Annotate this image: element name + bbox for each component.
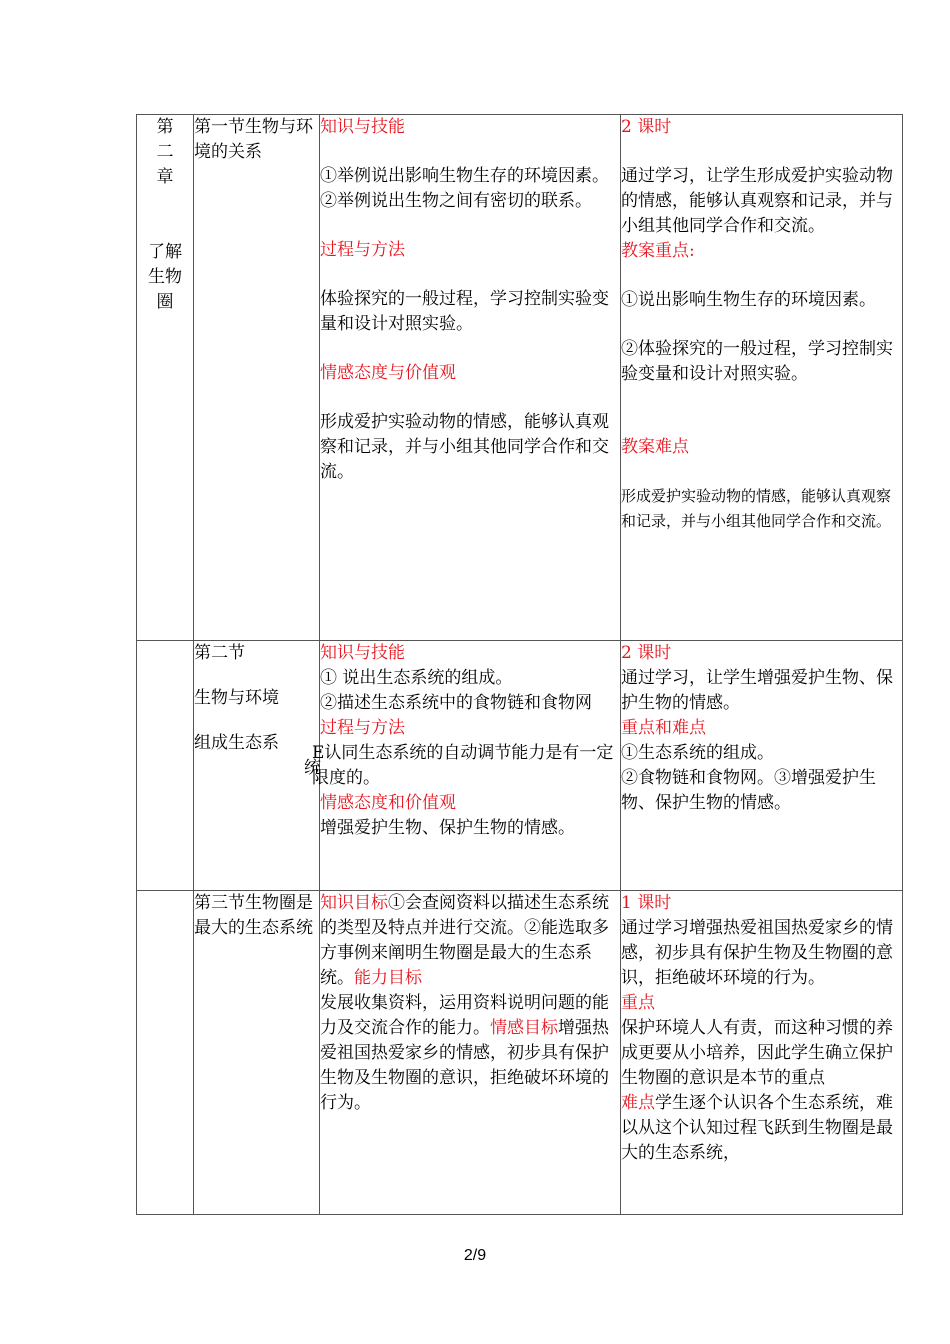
knowledge-heading: 知识目标: [320, 893, 388, 913]
hours-label: 2 课时: [621, 117, 672, 137]
process-heading: 过程与方法: [320, 718, 405, 738]
key-heading: 重点: [621, 993, 655, 1013]
chapter-label: 第: [156, 117, 174, 137]
key-text: ②食物链和食物网。③增强爱护生物、保护生物的情感。: [621, 768, 876, 813]
chapter-label: 二: [156, 142, 174, 162]
key-text: ②体验探究的一般过程，学习控制实验变量和设计对照实验。: [621, 339, 893, 384]
section-title: 组成生态系: [194, 733, 279, 753]
section-cell: [194, 641, 320, 891]
process-text: 体验探究的一般过程，学习控制实验变量和设计对照实验。: [320, 289, 609, 334]
teaching-cell: [621, 641, 903, 891]
difficulty-text: 形成爱护实验动物的情感，能够认真观察和记录，并与小组其他同学合作和交流。: [621, 487, 892, 530]
teaching-cell: [621, 891, 903, 1215]
goal-text: 通过学习增强热爱祖国热爱家乡的情感，初步具有保护生物及生物圈的意识，拒绝破坏环境的行为。: [621, 918, 893, 988]
emotion-heading: 情感目标: [490, 1018, 558, 1038]
key-text: 保护环境人人有责，而这种习惯的养成更要从小培养，因此学生确立保护生物圈的意识是本节的重点: [621, 1018, 893, 1088]
hours-label: 2 课时: [621, 643, 672, 663]
lesson-plan-table: [136, 114, 903, 1215]
section-title: 生物与环境: [194, 688, 279, 708]
process-text: E认同生态系统的自动调节能力是有一定限度的。: [312, 743, 614, 788]
section-title: 第一节生物与环境的关系: [194, 117, 313, 162]
difficulty-heading: 教案难点: [621, 437, 689, 457]
key-text: ①说出影响生物生存的环境因素。: [621, 290, 876, 310]
chapter-label: 章: [156, 167, 174, 187]
key-heading: 教案重点:: [621, 241, 695, 261]
section-title: 第二节: [194, 643, 245, 663]
knowledge-text: ②描述生态系统中的食物链和食物网: [320, 693, 592, 713]
key-heading: 重点和难点: [621, 718, 706, 738]
chapter-cell: [137, 641, 194, 891]
section-title: 统: [304, 758, 321, 778]
objectives-cell: [320, 891, 621, 1215]
chapter-cell: [137, 891, 194, 1215]
attitude-heading: 情感态度与价值观: [320, 363, 456, 383]
objectives-text: [320, 891, 620, 991]
process-heading: 过程与方法: [320, 240, 405, 260]
knowledge-text: ②举例说出生物之间有密切的联系。: [320, 191, 592, 211]
goal-text: 通过学习，让学生增强爱护生物、保护生物的情感。: [621, 668, 893, 713]
knowledge-text: ①举例说出影响生物生存的环境因素。: [320, 166, 609, 186]
table-row: [137, 891, 903, 1215]
chapter-title: 圈: [156, 292, 174, 312]
objectives-text: [320, 991, 620, 1116]
knowledge-heading: 知识与技能: [320, 643, 405, 663]
goal-text: 通过学习，让学生形成爱护实验动物的情感，能够认真观察和记录，并与小组其他同学合作和交流。: [621, 166, 893, 236]
chapter-title: 了解: [148, 242, 182, 262]
key-text: ①生态系统的组成。: [621, 743, 774, 763]
attitude-heading: 情感态度和价值观: [320, 793, 456, 813]
hours-label: 1 课时: [621, 893, 672, 913]
section-cell: [194, 891, 320, 1215]
page-number: 2/9: [463, 1247, 487, 1264]
ability-text: 发展收集资料，运用资料说明问题的能力及交流合作的能力。: [320, 993, 609, 1038]
teaching-cell: [621, 115, 903, 641]
section-title: 第三节生物圈是最大的生态系统: [194, 893, 313, 938]
knowledge-text: ① 说出生态系统的组成。: [320, 668, 513, 688]
ability-heading: 能力目标: [354, 968, 422, 988]
difficulty-body: 学生逐个认识各个生态系统，难以从这个认知过程飞跃到生物圈是最大的生态系统，: [621, 1093, 893, 1163]
difficulty-text: [621, 1091, 902, 1166]
objectives-cell: [320, 115, 621, 641]
knowledge-heading: 知识与技能: [320, 117, 405, 137]
attitude-text: 形成爱护实验动物的情感，能够认真观察和记录，并与小组其他同学合作和交流。: [320, 412, 609, 482]
table-row: [137, 641, 903, 891]
attitude-text: 增强爱护生物、保护生物的情感。: [320, 818, 575, 838]
knowledge-text: ①会查阅资料以描述生态系统的类型及特点并进行交流。②能选取多方事例来阐明生物圈是最大的生态系统。: [320, 893, 609, 988]
objectives-cell: [312, 641, 621, 891]
chapter-title: 生物: [148, 267, 182, 287]
difficulty-heading: 难点: [621, 1093, 655, 1113]
chapter-cell: [137, 115, 194, 641]
table-row: [137, 115, 903, 641]
section-cell: [194, 115, 320, 641]
emotion-text: 增强热爱祖国热爱家乡的情感，初步具有保护生物及生物圈的意识，拒绝破坏环境的行为。: [320, 1018, 609, 1113]
